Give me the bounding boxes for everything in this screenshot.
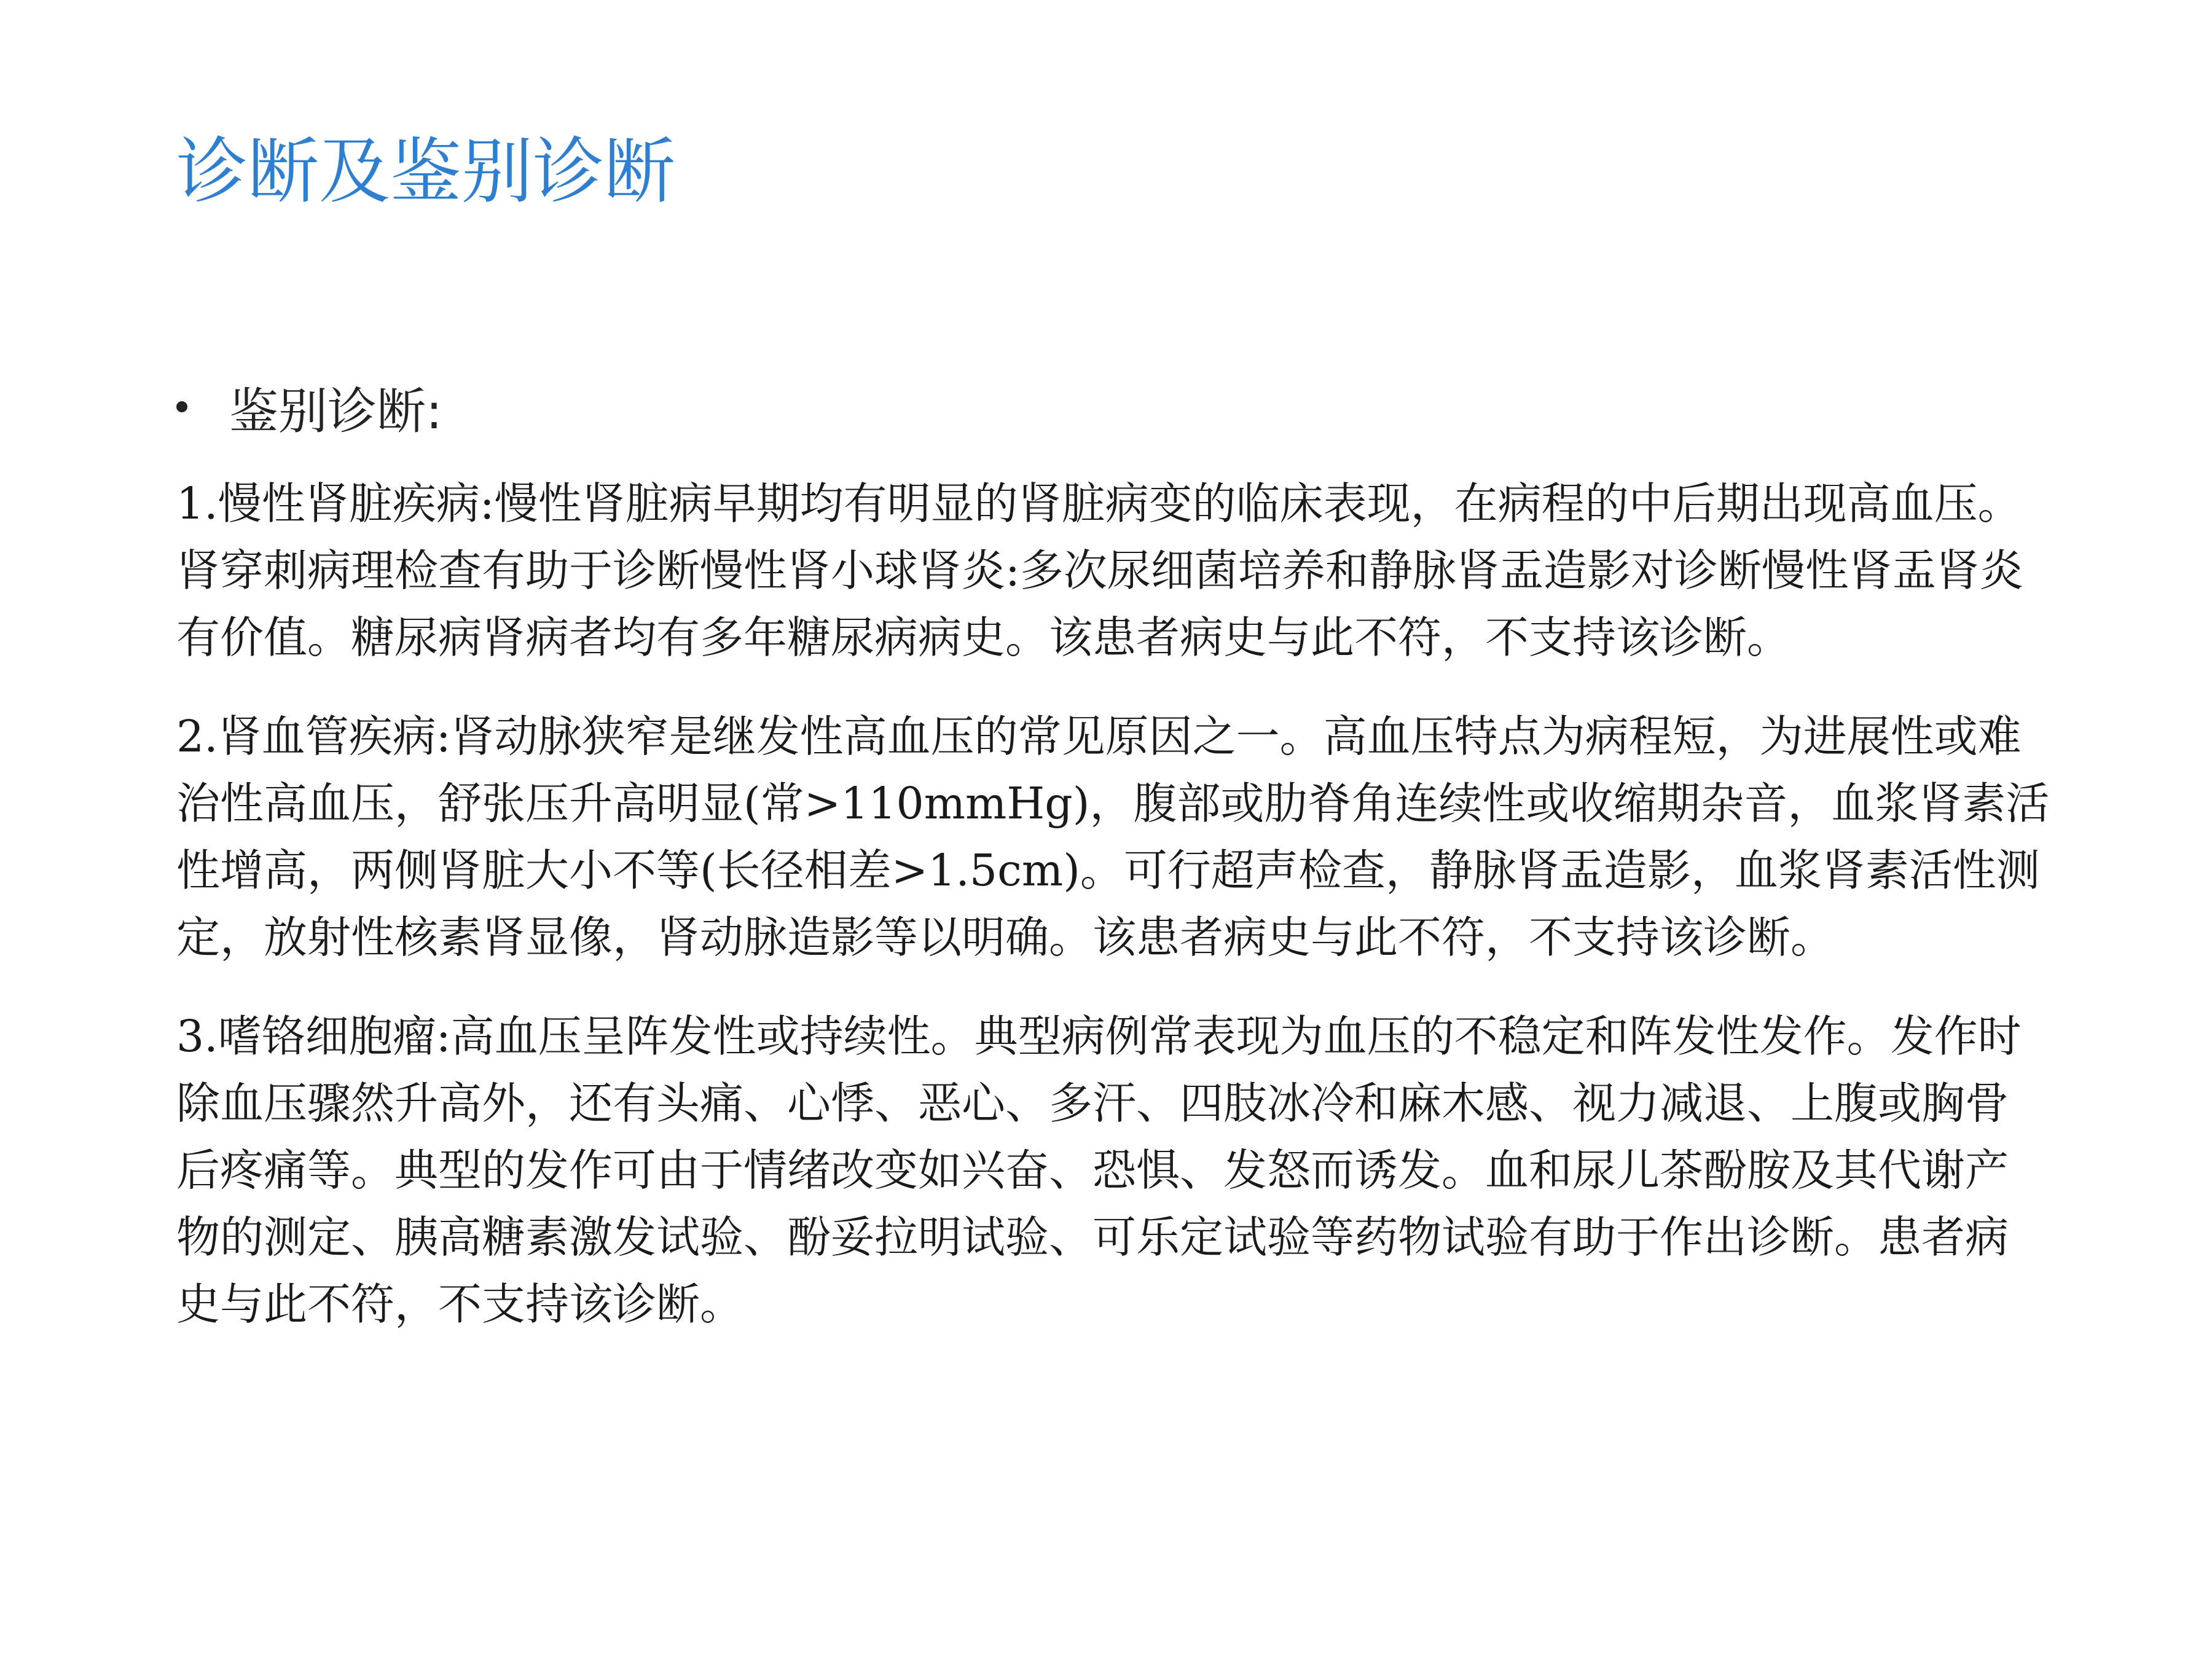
bullet-dot-icon	[176, 401, 187, 412]
slide-title: 诊断及鉴别诊断	[176, 130, 675, 213]
bullet-heading	[176, 370, 442, 444]
body-text	[176, 470, 2050, 1370]
paragraph-chronic-kidney-disease: 1.慢性肾脏疾病:慢性肾脏病早期均有明显的肾脏病变的临床表现，在病程的中后期出现高血压。肾穿刺病理检查有助于诊断慢性肾小球肾炎:多次尿细菌培养和静脉肾盂造影对诊断慢性肾盂肾炎有价值。糖尿病肾病者均有多年糖尿病病史。该患者病史与此不符，不支持该诊断。	[176, 478, 2023, 663]
section-heading: 鉴别诊断:	[229, 382, 442, 440]
paragraph-renovascular-disease: 2.肾血管疾病:肾动脉狭窄是继发性高血压的常见原因之一。高血压特点为病程短，为进展性或难治性高血压，舒张压升高明显(常>110mmHg)，腹部或肋脊角连续性或收缩期杂音，血浆肾素活性增高，两侧肾脏大小不等(长径相差>1.5cm)。可行超声检查，静脉肾盂造影，血浆肾素活性测定，放射性核素肾显像，肾动脉造影等以明确。该患者病史与此不符，不支持该诊断。	[176, 711, 2050, 963]
paragraph-pheochromocytoma: 3.嗜铬细胞瘤:高血压呈阵发性或持续性。典型病例常表现为血压的不稳定和阵发性发作。发作时除血压骤然升高外，还有头痛、心悸、恶心、多汗、四肢冰冷和麻木感、视力减退、上腹或胸骨后疼痛等。典型的发作可由于情绪改变如兴奋、恐惧、发怒而诱发。血和尿儿茶酚胺及其代谢产物的测定、胰高糖素激发试验、酚妥拉明试验、可乐定试验等药物试验有助于作出诊断。患者病史与此不符，不支持该诊断。	[176, 1011, 2022, 1330]
